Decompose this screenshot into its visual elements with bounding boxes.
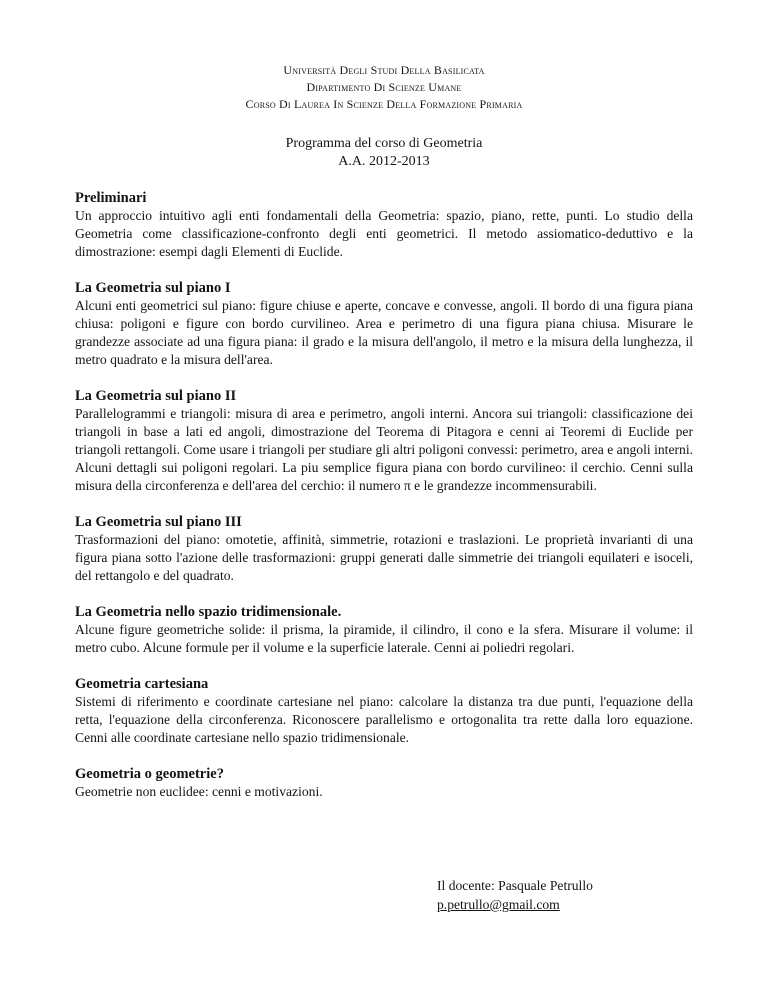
department-name: Dipartimento Di Scienze Umane: [306, 80, 462, 94]
section-body: Alcuni enti geometrici sul piano: figure chiuse e aperte, concave e convesse, angoli. Il bordo di una figura piana chiusa: poligoni e figure con bordo curvilineo. Area e perimetro di una figura piana chiusa. Misurare le grandezze associate ad una figura piana: il grado e la misura dell'angolo, il metro e la misura della lunghezza, il metro quadrato e la misura dell'area.: [75, 298, 693, 367]
university-name: Università Degli Studi Della Basilicata: [283, 63, 485, 77]
section-piano-3: [75, 513, 693, 585]
course-title: Programma del corso di Geometria: [285, 136, 483, 151]
document-title: [75, 135, 693, 171]
section-heading: La Geometria nello spazio tridimensionale.: [75, 604, 342, 620]
degree-course-name: Corso Di Laurea In Scienze Della Formazione Primaria: [245, 97, 523, 111]
section-geometria-cartesiana: [75, 675, 693, 747]
document-page: [75, 62, 693, 801]
section-heading: La Geometria sul piano I: [75, 280, 231, 296]
section-geometrie: [75, 765, 693, 801]
section-heading: Geometria o geometrie?: [75, 766, 224, 782]
section-body: Alcune figure geometriche solide: il prisma, la piramide, il cilindro, il cono e la sfera. Misurare il volume: il metro cubo. Alcune formule per il volume e la superficie laterale. Cenni ai poliedri regolari.: [75, 622, 693, 655]
section-heading: La Geometria sul piano III: [75, 514, 242, 530]
teacher-name: Il docente: Pasquale Petrullo: [437, 878, 593, 893]
section-piano-2: [75, 387, 693, 495]
email-link[interactable]: p.petrullo@gmail.com: [437, 897, 560, 912]
section-piano-1: [75, 279, 693, 369]
academic-year: A.A. 2012-2013: [338, 154, 430, 169]
section-heading: Preliminari: [75, 190, 147, 206]
section-body: Geometrie non euclidee: cenni e motivazioni.: [75, 784, 323, 799]
section-body: Trasformazioni del piano: omotetie, affinità, simmetrie, rotazioni e traslazioni. Le proprietà invarianti di una figura piana sotto l'azione delle trasformazioni: gruppi generati dalle simmetrie dei triangoli equilateri e isoceli, del rettangolo e del quadrato.: [75, 532, 693, 583]
signature-block: [437, 876, 593, 914]
section-body: Parallelogrammi e triangoli: misura di area e perimetro, angoli interni. Ancora sui triangoli: classificazione dei triangoli in base a lati ed angoli, dimostrazione del Teorema di Pitagora e cenni ai Teoremi di Euclide per triangoli rettangoli. Come usare i triangoli per studiare gli altri poligoni convessi: perimetro, area e angoli interni. Alcuni dettagli sui poligoni regolari. La piu semplice figura piana con bordo curvilineo: il cerchio. Cenni sulla misura della circonferenza e dell'area del cerchio: il numero π e le grandezze incommensurabili.: [75, 406, 693, 493]
section-heading: Geometria cartesiana: [75, 676, 209, 692]
institution-header: [75, 62, 693, 113]
section-body: Un approccio intuitivo agli enti fondamentali della Geometria: spazio, piano, rette, punti. Lo studio della Geometria come classificazione-confronto degli enti geometrici. Il metodo assiomatico-deduttivo e la dimostrazione: esempi dagli Elementi di Euclide.: [75, 208, 693, 259]
section-body: Sistemi di riferimento e coordinate cartesiane nel piano: calcolare la distanza tra due punti, l'equazione della retta, l'equazione della circonferenza. Riconoscere parallelismo e ortogonalita tra rette dalla loro equazione. Cenni alle coordinate cartesiane nello spazio tridimensionale.: [75, 694, 693, 745]
section-spazio-tridimensionale: [75, 603, 693, 657]
section-heading: La Geometria sul piano II: [75, 388, 237, 404]
section-preliminari: [75, 189, 693, 261]
